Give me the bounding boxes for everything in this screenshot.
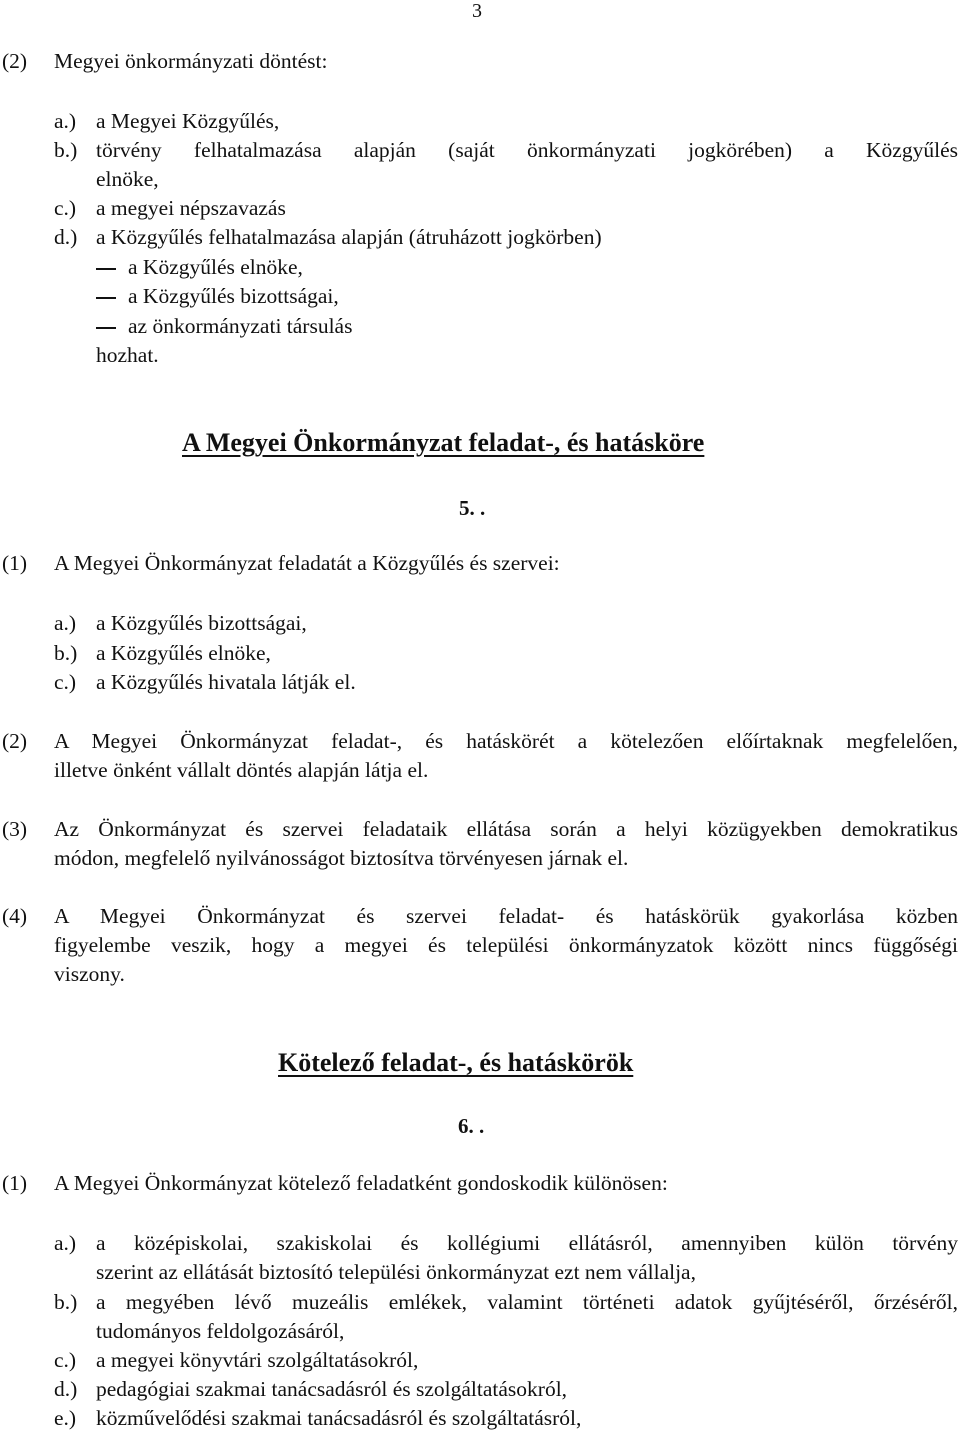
paragraph-label: (2) bbox=[2, 49, 28, 73]
item-label: a.) bbox=[54, 1231, 77, 1255]
item-text: a megyében lévő muzeális emlékek, valamint történeti adatok gyűjtéséről, őrzéséről, bbox=[96, 1290, 958, 1314]
item-text: a Közgyűlés bizottságai, bbox=[96, 611, 307, 635]
paragraph-text-continued: figyelembe veszik, hogy a megyei és települési önkormányzatok között nincs függőségi bbox=[54, 933, 958, 957]
dash-item bbox=[96, 254, 303, 280]
item-label: c.) bbox=[54, 196, 77, 220]
paragraph-text: A Megyei Önkormányzat és szervei feladat- és hatáskörük gyakorlása közben bbox=[54, 904, 958, 928]
paragraph-text: A Megyei Önkormányzat kötelező feladatként gondoskodik különösen: bbox=[54, 1171, 668, 1195]
paragraph-text-continued: illetve önként vállalt döntés alapján látja el. bbox=[54, 758, 429, 782]
closing-text: hozhat. bbox=[96, 343, 159, 367]
section-heading: A Megyei Önkormányzat feladat-, és hatásköre bbox=[182, 428, 705, 457]
item-text: a megyei könyvtári szolgáltatásokról, bbox=[96, 1348, 419, 1372]
item-text: a Közgyűlés hivatala látják el. bbox=[96, 670, 356, 694]
paragraph-label: (1) bbox=[2, 551, 28, 575]
item-label: a.) bbox=[54, 611, 77, 635]
dash-item bbox=[96, 313, 352, 339]
item-label: c.) bbox=[54, 670, 77, 694]
item-text-continued: szerint az ellátását biztosító települési önkormányzat ezt nem vállalja, bbox=[96, 1260, 696, 1284]
item-label: d.) bbox=[54, 225, 78, 249]
item-text-continued: tudományos feldolgozásáról, bbox=[96, 1319, 345, 1343]
paragraph-label: (1) bbox=[2, 1171, 28, 1195]
dash-bullet bbox=[96, 268, 116, 270]
dash-item-text: a Közgyűlés elnöke, bbox=[128, 255, 303, 279]
section-heading: Kötelező feladat-, és hatáskörök bbox=[278, 1048, 634, 1077]
paragraph-intro: Megyei önkormányzati döntést: bbox=[54, 49, 328, 73]
dash-bullet bbox=[96, 327, 116, 329]
item-text: törvény felhatalmazása alapján (saját önkormányzati jogkörében) a Közgyűlés bbox=[96, 138, 958, 162]
dash-item bbox=[96, 283, 339, 309]
item-label: c.) bbox=[54, 1348, 77, 1372]
item-label: a.) bbox=[54, 109, 77, 133]
paragraph-text: Az Önkormányzat és szervei feladataik ellátása során a helyi közügyekben demokratikus bbox=[54, 817, 958, 841]
paragraph-label: (2) bbox=[2, 729, 28, 753]
paragraph-text-continued: módon, megfelelő nyilvánosságot biztosítva törvényesen járnak el. bbox=[54, 846, 629, 870]
item-text: a középiskolai, szakiskolai és kollégiumi ellátásról, amennyiben külön törvény bbox=[96, 1231, 958, 1255]
item-text: pedagógiai szakmai tanácsadásról és szolgáltatásokról, bbox=[96, 1377, 568, 1401]
item-label: e.) bbox=[54, 1406, 77, 1430]
item-text: közművelődési szakmai tanácsadásról és szolgáltatásról, bbox=[96, 1406, 582, 1430]
item-text: a Közgyűlés elnöke, bbox=[96, 641, 271, 665]
paragraph-text: A Megyei Önkormányzat feladatát a Közgyűlés és szervei: bbox=[54, 551, 560, 575]
item-label: b.) bbox=[54, 1290, 78, 1314]
item-text: a Közgyűlés felhatalmazása alapján (átruházott jogkörben) bbox=[96, 225, 602, 249]
section-number: 5. . bbox=[459, 496, 486, 520]
item-label: d.) bbox=[54, 1377, 78, 1401]
item-text: a Megyei Közgyűlés, bbox=[96, 109, 280, 133]
dash-bullet bbox=[96, 297, 116, 299]
section-number: 6. . bbox=[458, 1114, 485, 1138]
paragraph-label: (4) bbox=[2, 904, 28, 928]
paragraph-text-continued: viszony. bbox=[54, 962, 125, 986]
paragraph-text: A Megyei Önkormányzat feladat-, és hatáskörét a kötelezően előírtaknak megfelelően, bbox=[54, 729, 958, 753]
item-label: b.) bbox=[54, 138, 78, 162]
item-text-continued: elnöke, bbox=[96, 167, 159, 191]
dash-item-text: az önkormányzati társulás bbox=[128, 314, 353, 338]
item-label: b.) bbox=[54, 641, 78, 665]
dash-item-text: a Közgyűlés bizottságai, bbox=[128, 284, 339, 308]
page-number: 3 bbox=[472, 0, 482, 22]
paragraph-label: (3) bbox=[2, 817, 28, 841]
item-text: a megyei népszavazás bbox=[96, 196, 286, 220]
